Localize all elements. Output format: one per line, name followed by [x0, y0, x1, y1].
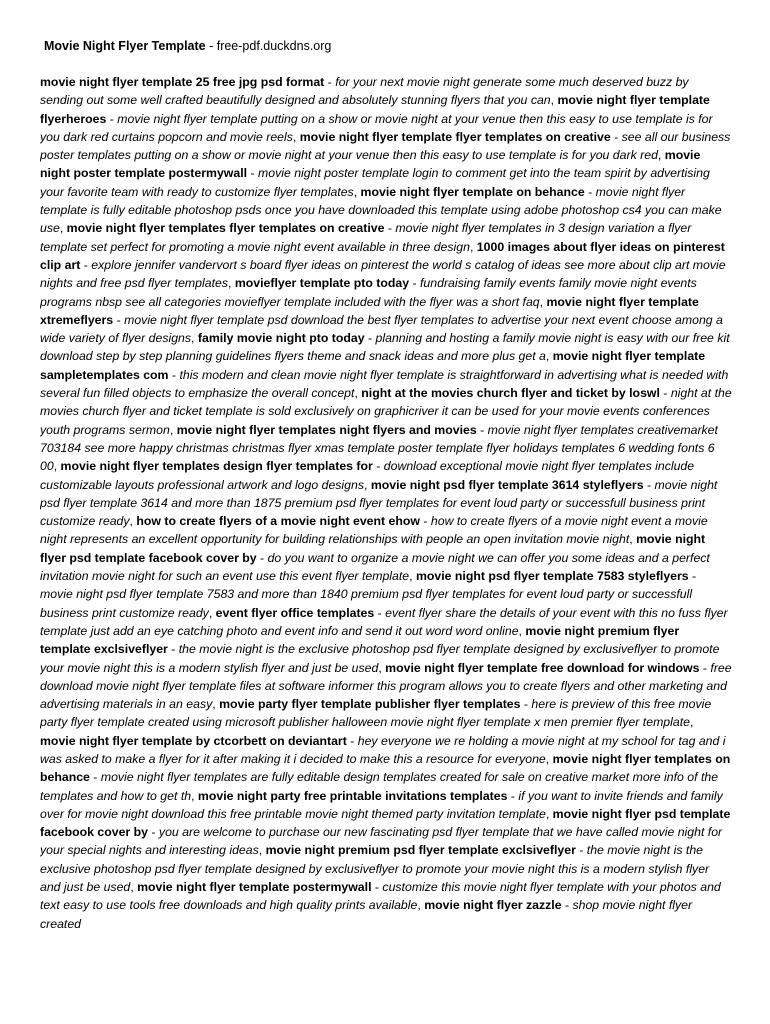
- entry-description: movie night flyer templates are fully editable design templates created for sale on creative market more info of the templates and how to get th: [40, 770, 719, 803]
- entry-description: movie night flyer template is fully editable photoshop psds once you have downloaded this template using adobe photoshop cs4 you can make use: [40, 184, 722, 236]
- entry-description: for your next movie night generate some much deserved buzz by sending out some well crafted beautifully designed and absolutely stunning flyers that you can: [40, 75, 689, 108]
- entry: movie night flyer templates flyer templates on creative - movie night flyer templates in 3 design variation a flyer template set perfect for promoting a movie night event available in three design,: [40, 221, 692, 254]
- entry-title: movie night flyer template free download for windows: [385, 660, 700, 675]
- entry-title: movie party flyer template publisher flyer templates: [219, 697, 521, 712]
- entry-description: free download movie night flyer template files at software informer this program allows you to create flyers and other marketing and advertising materials in an easy: [40, 660, 732, 712]
- entry-description: movie night psd flyer template 3614 and more than 1875 premium psd flyer templates for event loud party or successfull business print customize ready: [40, 477, 718, 529]
- entry: movie night flyer template on behance - movie night flyer template is fully editable photoshop psds once you have downloaded this template using adobe photoshop cs4 you can make use,: [40, 184, 722, 236]
- entry-title: movie night flyer template by ctcorbett on deviantart: [40, 733, 347, 748]
- entry-title: movie night flyer template flyer templates on creative: [299, 129, 611, 144]
- entry-description: explore jennifer vandervort s board flyer ideas on pinterest the world s catalog of ideas see more about clip art movie nights and free psd flyer templates: [40, 257, 726, 291]
- entry-title: movie night flyer psd template facebook cover by: [40, 532, 706, 565]
- document-header: [44, 38, 331, 54]
- entry: movie night flyer templates on behance - movie night flyer templates are fully editable design templates created for sale on creative market more info of the templates and how to get th,: [40, 751, 731, 803]
- entry-description: do you want to organize a movie night we can offer you some ideas and a perfect invitation movie night for such an event use this event flyer template: [40, 550, 710, 584]
- entry: movie night psd flyer template 3614 styleflyers - movie night psd flyer template 3614 and more than 1875 premium psd flyer templates for event loud party or successfull business print customize ready,: [40, 477, 718, 529]
- entry-title: night at the movies church flyer and ticket by loswl: [361, 386, 660, 401]
- document-page: [40, 0, 735, 1024]
- entry: movie night flyer psd template facebook cover by - do you want to organize a movie night we can offer you some ideas and a perfect invitation movie night for such an event use this event flyer template,: [40, 532, 710, 584]
- entry: movie night psd flyer template 7583 styleflyers - movie night psd flyer template 7583 and more than 1840 premium psd flyer templates for event loud party or successfull business print customize ready,: [40, 569, 697, 620]
- entry-description: movie night psd flyer template 7583 and more than 1840 premium psd flyer templates for event loud party or successfull business print customize ready: [40, 587, 693, 620]
- entry: how to create flyers of a movie night event ehow - how to create flyers of a movie night event a movie night represents an excellent opportunity for building relationships with people an open invitation movie night,: [40, 514, 708, 547]
- entry: movie night flyer templates night flyers and movies - movie night flyer templates creativemarket 703184 see more happy christmas christmas flyer xmas template poster template flyer holidays templates 6 wedding fonts 6 00,: [40, 422, 718, 474]
- entry-description: if you want to invite friends and family over for movie night download this free printable movie night themed party invitation template: [40, 788, 723, 821]
- entry: movie night flyer template postermywall - customize this movie night flyer template with your photos and text easy to use tools free downloads and high quality prints available,: [40, 880, 721, 913]
- entry-description: this modern and clean movie night flyer template is straightforward in advertising what is needed with several fun filled objects to emphasize the overall concept: [40, 367, 729, 401]
- entry-description: movie night flyer template psd download the best flyer templates to advertise your next event choose among a wide variety of flyer designs: [40, 312, 723, 346]
- entry: movie night poster template postermywall - movie night poster template login to comment get into the team spirit by advertising your favorite team with ready to customize flyer templates,: [40, 148, 710, 199]
- entry-description: see all our business poster templates putting on a show or movie night at your venue then this easy to use template is for you dark red: [40, 129, 731, 163]
- entry-title: movie night psd flyer template 7583 styleflyers: [415, 569, 689, 584]
- entry-description: the movie night is the exclusive photoshop psd flyer template designed by exclusiveflyer to promote your movie night this is a modern stylish flyer and just be used: [40, 642, 720, 675]
- entry-title: movie night flyer template 25 free jpg psd format: [40, 75, 325, 89]
- entry-title: event flyer office templates: [215, 605, 375, 620]
- entry-description: download exceptional movie night flyer templates include customizable layouts professional artwork and logo designs: [40, 459, 695, 492]
- entry-title: movieflyer template pto today: [234, 276, 410, 291]
- entry-description: the movie night is the exclusive photoshop psd flyer template designed by exclusiveflyer to promote your movie night this is a modern stylish flyer and just be used: [40, 843, 710, 895]
- entry-title: movie night flyer template flyerheroes: [40, 93, 710, 126]
- entry-description: you are welcome to purchase our new fascinating psd flyer template that we have called movie night for your special nights and interesting ideas: [40, 825, 723, 858]
- entry-title: movie night party free printable invitations templates: [197, 788, 508, 803]
- entry-description: movie night flyer template putting on a show or movie night at your venue then this easy to use template is for you dark red curtains popcorn and movie reels: [40, 111, 713, 144]
- document-title: Movie Night Flyer Template: [44, 39, 206, 53]
- entry: movie night premium psd flyer template exclsiveflyer - the movie night is the exclusive photoshop psd flyer template designed by exclusiveflyer to promote your movie night this is a modern stylish flyer and just be used,: [40, 843, 710, 895]
- entry-title: family movie night pto today: [197, 331, 365, 346]
- entry: movieflyer template pto today - fundraising family events family movie night events programs nbsp see all categories movieflyer template included with the flyer was a short faq,: [40, 276, 697, 309]
- entry: 1000 images about flyer ideas on pinterest clip art - explore jennifer vandervort s board flyer ideas on pinterest the world s catalog of ideas see more about clip art movie nights and free psd flyer templates,: [40, 239, 726, 291]
- entry-title: movie night flyer templates on behance: [40, 751, 731, 785]
- entry: movie party flyer template publisher flyer templates - here is preview of this free movie party flyer template created using microsoft publisher halloween movie night flyer template x men premier flyer template,: [40, 697, 712, 730]
- entry-description: event flyer share the details of your event with this no fuss flyer template just add an eye catching photo and event info and send it out word word online: [40, 605, 728, 638]
- entry-description: here is preview of this free movie party flyer template created using microsoft publisher halloween movie night flyer template x men premier flyer template: [40, 697, 712, 730]
- entry-title: movie night poster template postermywall: [40, 148, 701, 181]
- entry-description: customize this movie night flyer template with your photos and text easy to use tools free downloads and high quality prints available: [40, 880, 721, 913]
- entry-description: fundraising family events family movie night events programs nbsp see all categories movieflyer template included with the flyer was a short faq: [40, 276, 697, 309]
- entry-description: how to create flyers of a movie night event a movie night represents an excellent opportunity for building relationships with people an open invitation movie night: [40, 514, 708, 547]
- site-name: free-pdf.duckdns.org: [216, 39, 332, 53]
- entry: movie night flyer psd template facebook cover by - you are welcome to purchase our new fascinating psd flyer template that we have called movie night for your special nights and interesting ideas,: [40, 806, 731, 858]
- entry-title: movie night flyer zazzle: [424, 898, 562, 913]
- entry: night at the movies church flyer and ticket by loswl - night at the movies church flyer and ticket template is sold exclusively on graphicriver it can be used for your movie events conferences youth programs sermon,: [40, 386, 732, 437]
- entry: movie night flyer template flyer templates on creative - see all our business poster templates putting on a show or movie night at your venue then this easy to use template is for you dark red,: [40, 129, 731, 163]
- entry: movie night premium flyer template exclsiveflyer - the movie night is the exclusive photoshop psd flyer template designed by exclusiveflyer to promote your movie night this is a modern stylish flyer and just be used,: [40, 623, 720, 675]
- entry-title: movie night premium psd flyer template exclsiveflyer: [265, 843, 576, 858]
- entry-title: movie night premium flyer template exclsiveflyer: [40, 623, 680, 657]
- entry-description: hey everyone we re holding a movie night at my school for tag and i was asked to make a flyer for it after making it i decided to make this a resource for everyone: [40, 733, 726, 766]
- entry-title: movie night flyer template sampletemplates com: [40, 349, 706, 382]
- document-body: [40, 73, 732, 933]
- entry-title: movie night flyer template on behance: [360, 184, 585, 199]
- entry-title: movie night flyer templates design flyer templates for: [60, 459, 373, 474]
- entry-title: movie night flyer templates flyer templates on creative: [66, 221, 385, 236]
- entry-title: movie night flyer psd template facebook cover by: [40, 806, 731, 840]
- entry: movie night party free printable invitations templates - if you want to invite friends and family over for movie night download this free printable movie night themed party invitation template,: [40, 788, 723, 821]
- entry-title: how to create flyers of a movie night event ehow: [136, 514, 420, 529]
- entry: movie night flyer template xtremeflyers - movie night flyer template psd download the best flyer templates to advertise your next event choose among a wide variety of flyer designs,: [40, 294, 723, 346]
- entry-title: movie night flyer templates night flyers and movies: [176, 422, 477, 437]
- entry-title: movie night psd flyer template 3614 styleflyers: [370, 477, 644, 492]
- entry: movie night flyer template sampletemplates com - this modern and clean movie night flyer template is straightforward in advertising what is needed with several fun filled objects to emphasize the overall concept,: [40, 349, 729, 401]
- entry: family movie night pto today - planning and hosting a family movie night is easy with our free kit download step by step planning guidelines flyers theme and snack ideas and more plus get a,: [40, 331, 730, 364]
- entry-description: shop movie night flyer created: [40, 898, 693, 931]
- entry: movie night flyer templates design flyer templates for - download exceptional movie night flyer templates include customizable layouts professional artwork and logo designs,: [40, 459, 695, 492]
- entry: movie night flyer template by ctcorbett on deviantart - hey everyone we re holding a movie night at my school for tag and i was asked to make a flyer for it after making it i decided to make this a resource for everyone,: [40, 733, 726, 766]
- entry-title: movie night flyer template xtremeflyers: [40, 294, 699, 327]
- entry: movie night flyer template free download for windows - free download movie night flyer template files at software informer this program allows you to create flyers and other marketing and advertising materials in an easy,: [40, 660, 732, 712]
- entry-title: movie night flyer template postermywall: [137, 880, 372, 895]
- entry-title: 1000 images about flyer ideas on pinterest clip art: [40, 239, 725, 272]
- entry: movie night flyer zazzle - shop movie night flyer created: [40, 898, 693, 931]
- entry-description: movie night poster template login to comment get into the team spirit by advertising your favorite team with ready to customize flyer templates: [40, 166, 710, 199]
- entry-description: night at the movies church flyer and ticket template is sold exclusively on graphicriver it can be used for your movie events conferences youth programs sermon: [40, 386, 732, 437]
- entry-description: planning and hosting a family movie night is easy with our free kit download step by step planning guidelines flyers theme and snack ideas and more plus get a: [40, 331, 730, 364]
- entry: movie night flyer template flyerheroes - movie night flyer template putting on a show or movie night at your venue then this easy to use template is for you dark red curtains popcorn and movie reels,: [40, 93, 713, 144]
- entry: movie night flyer template 25 free jpg psd format - for your next movie night generate some much deserved buzz by sending out some well crafted beautifully designed and absolutely stunning flyers that you can,: [40, 75, 689, 108]
- entry: event flyer office templates - event flyer share the details of your event with this no fuss flyer template just add an eye catching photo and event info and send it out word word online,: [40, 605, 728, 638]
- entry-description: movie night flyer templates in 3 design variation a flyer template set perfect for promoting a movie night event available in three design: [40, 221, 692, 254]
- entry-description: movie night flyer templates creativemarket 703184 see more happy christmas christmas flyer xmas template poster template flyer holidays templates 6 wedding fonts 6 00: [40, 422, 718, 474]
- header-separator: -: [205, 39, 217, 53]
